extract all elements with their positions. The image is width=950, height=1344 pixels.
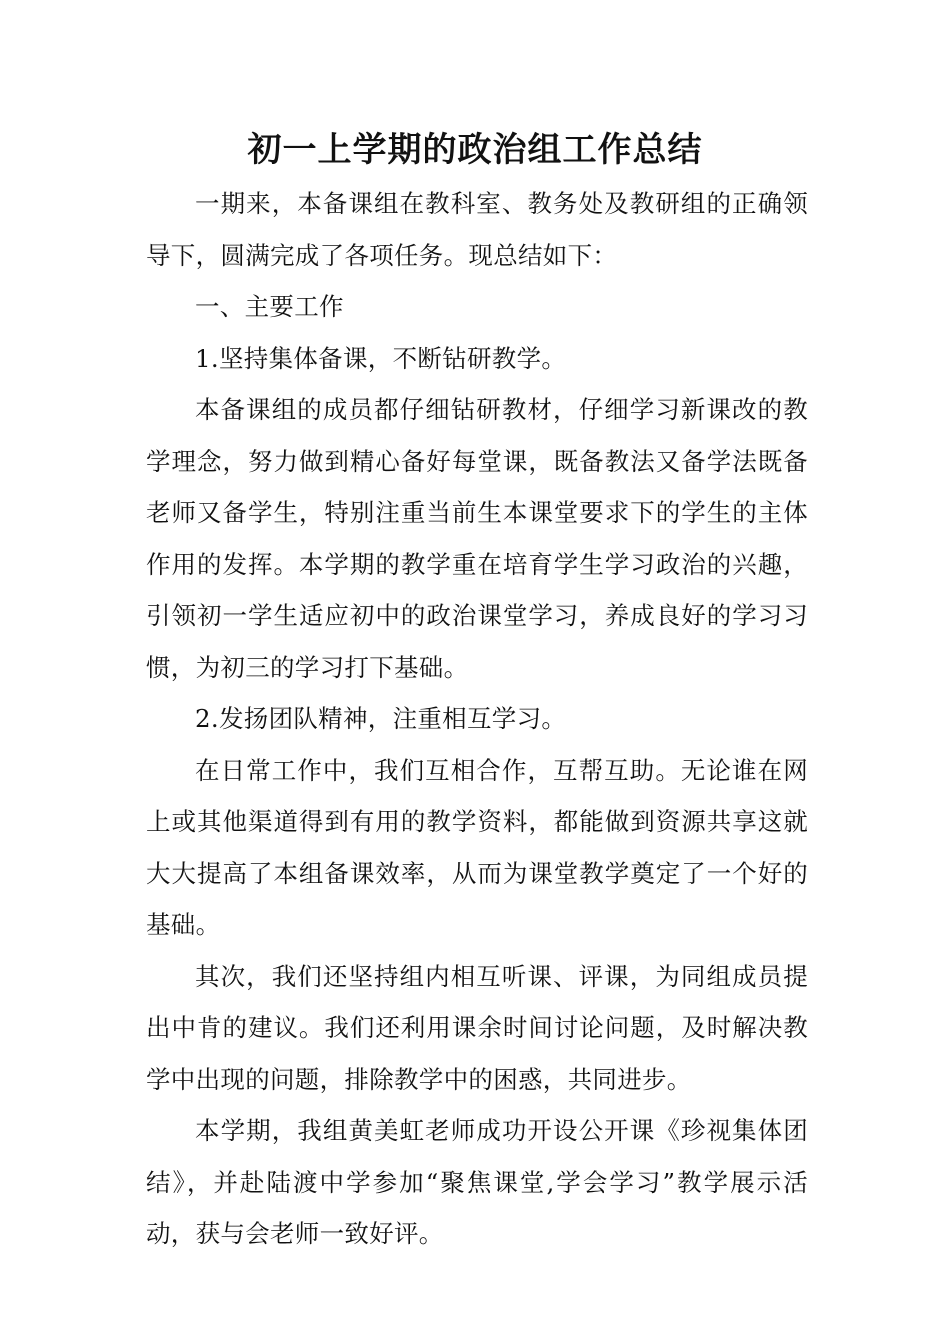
subheading-collective-prep: 1.坚持集体备课，不断钻研教学。 xyxy=(195,343,567,373)
section-heading-main-work: 一、主要工作 xyxy=(195,292,344,321)
subheading-team-spirit: 2.发扬团队精神，注重相互学习。 xyxy=(195,704,567,733)
paragraph-peer-review: 其次，我们还坚持组内相互听课、评课，为同组成员提出中肯的建议。我们还利用课余时间讨论问题，及时解决教学中出现的问题，排除教学中的困惑，共同进步。 xyxy=(146,961,808,1094)
document-body xyxy=(146,178,808,1260)
paragraph-open-class: 本学期，我组黄美虹老师成功开设公开课《珍视集体团结》，并赴陆渡中学参加“聚焦课堂,学会学习”教学展示活动，获与会老师一致好评。 xyxy=(146,1116,808,1248)
paragraph-collective-prep: 本备课组的成员都仔细钻研教材，仔细学习新课改的教学理念，努力做到精心备好每堂课，既备教法又备学法既备老师又备学生，特别注重当前生本课堂要求下的学生的主体作用的发挥。本学期的教学重在培育学生学习政治的兴趣，引领初一学生适应初中的政治课堂学习，养成良好的学习习惯，为初三的学习打下基础。 xyxy=(146,395,808,682)
document-title: 初一上学期的政治组工作总结 xyxy=(247,130,703,170)
paragraph-intro: 一期来，本备课组在教科室、教务处及教研组的正确领导下，圆满完成了各项任务。现总结如下： xyxy=(146,189,808,270)
paragraph-cooperation: 在日常工作中，我们互相合作，互帮互助。无论谁在网上或其他渠道得到有用的教学资料，都能做到资源共享这就大大提高了本组备课效率，从而为课堂教学奠定了一个好的基础。 xyxy=(146,755,808,939)
